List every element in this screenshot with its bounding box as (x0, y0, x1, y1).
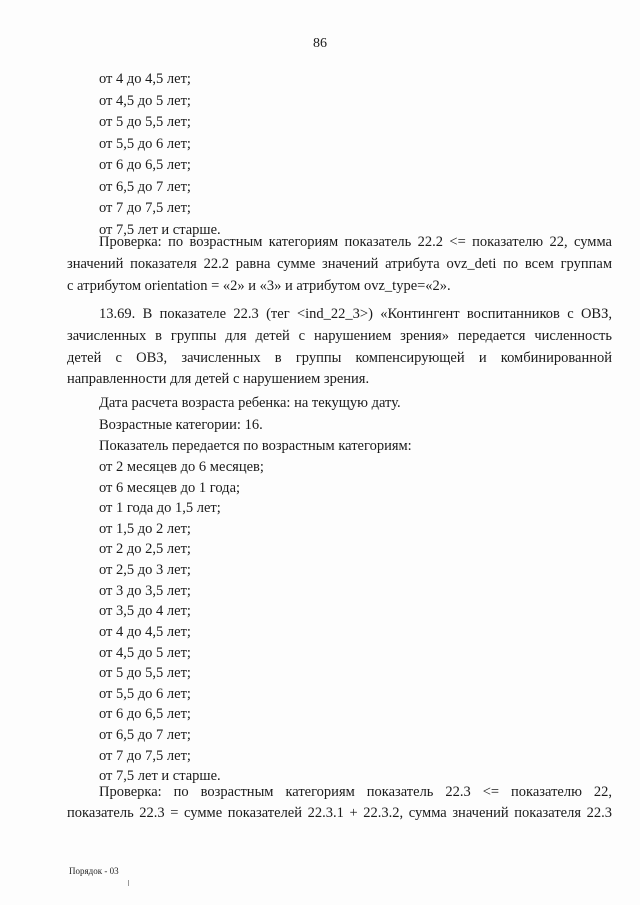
list-item: от 5 до 5,5 лет; (99, 114, 191, 130)
section-paragraph-line: 13.69. В показателе 22.3 (тег <ind_22_3>) «Контингент воспитанников с ОВЗ, (99, 306, 612, 322)
list-item: от 6,5 до 7 лет; (99, 727, 191, 743)
list-item: от 6,5 до 7 лет; (99, 179, 191, 195)
list-item: от 6 до 6,5 лет; (99, 706, 191, 722)
list-item: от 7 до 7,5 лет; (99, 200, 191, 216)
list-item: от 3,5 до 4 лет; (99, 603, 191, 619)
list-item: от 4,5 до 5 лет; (99, 645, 191, 661)
list-item: от 2 до 2,5 лет; (99, 541, 191, 557)
check-paragraph-line: показатель 22.3 = сумме показателей 22.3.1 + 22.3.2, сумма значений показателя 22.3 (67, 805, 612, 821)
age-categories-line: Возрастные категории: 16. (99, 417, 263, 433)
list-item: от 5,5 до 6 лет; (99, 136, 191, 152)
list-item: от 7 до 7,5 лет; (99, 748, 191, 764)
list-item: от 3 до 3,5 лет; (99, 583, 191, 599)
check-paragraph-line: значений показателя 22.2 равна сумме значений атрибута ovz_deti по всем группам (67, 256, 612, 272)
transmitted-line: Показатель передается по возрастным категориям: (99, 438, 412, 454)
list-item: от 6 месяцев до 1 года; (99, 480, 241, 496)
check-paragraph-line: Проверка: по возрастным категориям показатель 22.3 <= показателю 22, (99, 784, 612, 800)
list-item: от 7,5 лет и старше. (99, 768, 221, 784)
section-paragraph-line: детей с ОВЗ, зачисленных в группы компенсирующей и комбинированной (67, 350, 612, 366)
age-date-line: Дата расчета возраста ребенка: на текущую дату. (99, 395, 401, 411)
list-item: от 4 до 4,5 лет; (99, 624, 191, 640)
list-item: от 4,5 до 5 лет; (99, 93, 191, 109)
check-paragraph-line: с атрибутом orientation = «2» и «3» и атрибутом ovz_type=«2». (67, 278, 451, 294)
list-item: от 5,5 до 6 лет; (99, 686, 191, 702)
list-item: от 7,5 лет и старше. (99, 222, 221, 238)
list-item: от 1 года до 1,5 лет; (99, 500, 221, 516)
list-item: от 2,5 до 3 лет; (99, 562, 191, 578)
footer-label: Порядок - 03 (69, 866, 119, 876)
section-paragraph-line: направленности для детей с нарушением зрения. (67, 371, 370, 387)
list-item: от 2 месяцев до 6 месяцев; (99, 459, 264, 475)
list-item: от 4 до 4,5 лет; (99, 71, 191, 87)
list-item: от 1,5 до 2 лет; (99, 521, 191, 537)
list-item: от 5 до 5,5 лет; (99, 665, 191, 681)
section-paragraph-line: зачисленных в группы для детей с нарушением зрения» передается численность (67, 328, 612, 344)
page-number: 86 (313, 36, 327, 51)
list-item: от 6 до 6,5 лет; (99, 157, 191, 173)
check-paragraph-line: Проверка: по возрастным категориям показатель 22.2 <= показателю 22, сумма (99, 234, 612, 250)
scan-artifact (128, 880, 129, 886)
